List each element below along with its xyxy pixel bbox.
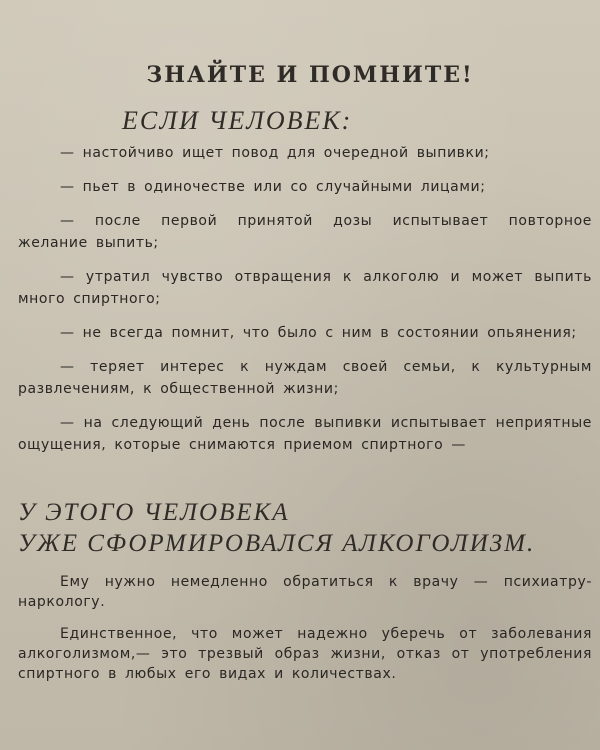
conclusion-line: УЖЕ СФОРМИРОВАЛСЯ АЛКОГОЛИЗМ. <box>18 530 536 557</box>
condition-item: — утратил чувство отвращения к алкоголю и может выпить много спиртного; <box>18 269 592 307</box>
condition-item: — теряет интерес к нуждам своей семьи, к культурным развлечениям, к общественной жизни; <box>18 359 592 397</box>
headline: ЗНАЙТЕ И ПОМНИТЕ! <box>146 62 474 88</box>
conditions-list <box>18 142 592 468</box>
condition-item: — пьет в одиночестве или со случайными лицами; <box>60 179 486 195</box>
condition-item: — после первой принятой дозы испытывает повторное желание выпить; <box>18 213 592 251</box>
conclusion <box>18 497 592 559</box>
advice-paragraph: Ему нужно немедленно обратиться к врачу — психиатру-наркологу. <box>18 574 592 610</box>
condition-item: — на следующий день после выпивки испытывает неприятные ощущения, которые снимаются приемом спиртного — <box>18 415 592 453</box>
condition-item: — настойчиво ищет повод для очередной выпивки; <box>60 145 490 161</box>
final-paragraph: Единственное, что может надежно уберечь от заболевания алкоголизмом,— это трезвый образ жизни, отказ от употребления спиртного в любых его видах и количествах. <box>18 626 592 682</box>
if-title: ЕСЛИ ЧЕЛОВЕК: <box>122 106 353 135</box>
condition-item: — не всегда помнит, что было с ним в состоянии опьянения; <box>60 325 577 341</box>
conclusion-line: У ЭТОГО ЧЕЛОВЕКА <box>18 499 290 526</box>
advice-section <box>18 572 592 696</box>
